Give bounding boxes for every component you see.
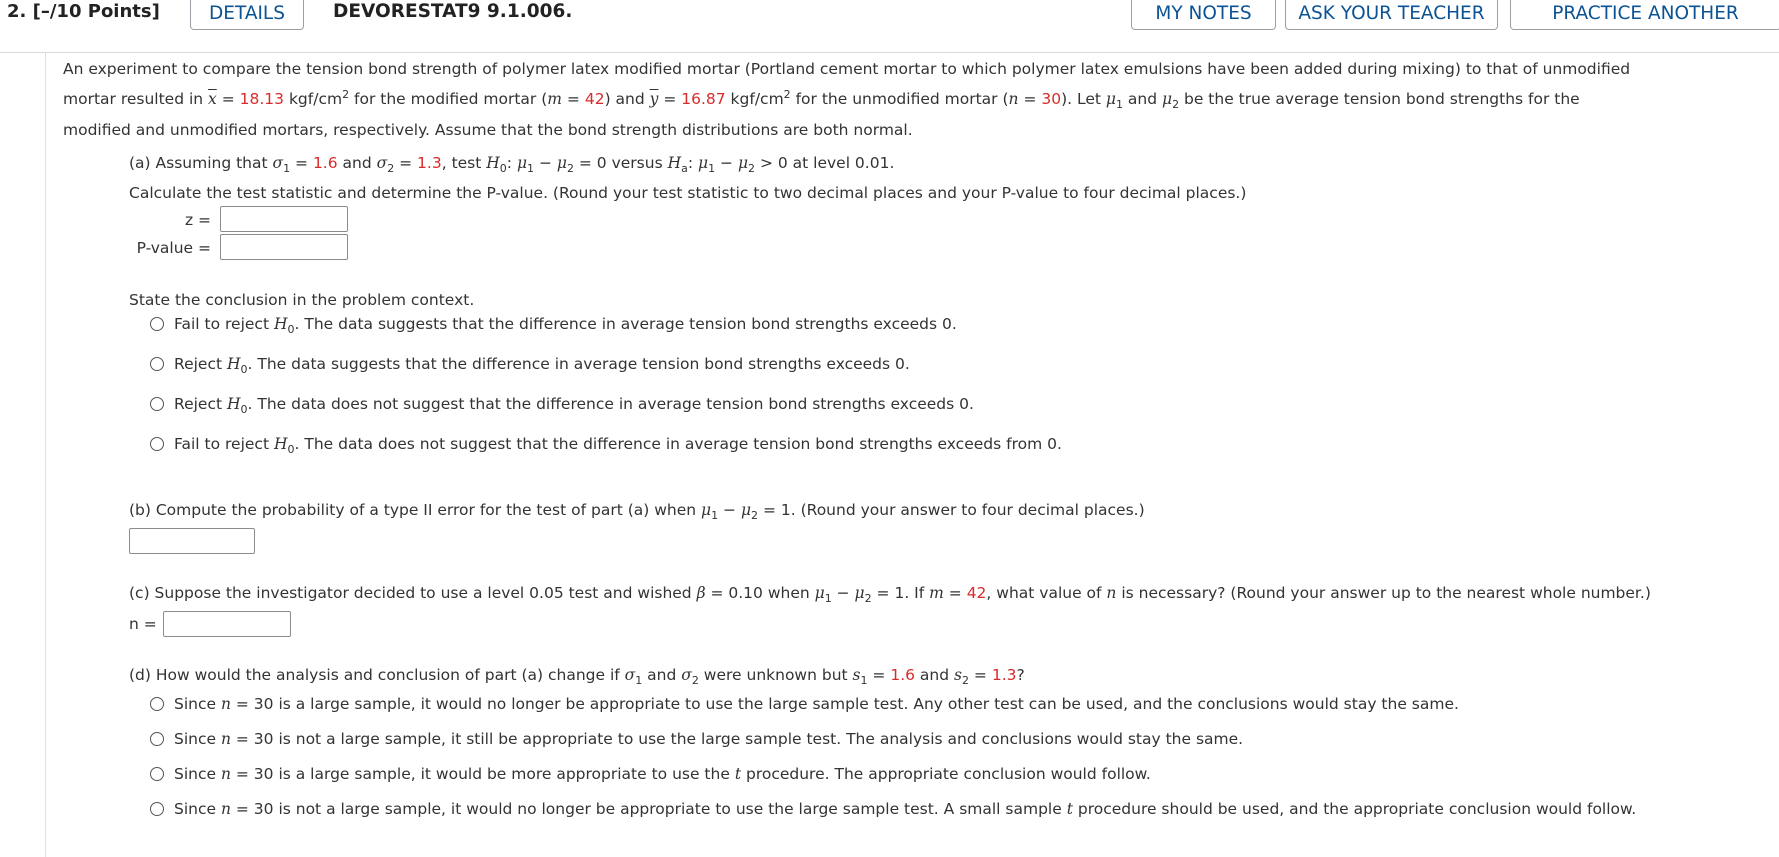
problem-code: DEVORESTAT9 9.1.006.	[333, 1, 573, 22]
ask-teacher-button[interactable]: ASK YOUR TEACHER	[1285, 0, 1498, 30]
part-d-radio-3[interactable]	[150, 767, 164, 781]
my-notes-button[interactable]: MY NOTES	[1131, 0, 1276, 30]
part-a-radio-4[interactable]	[150, 437, 164, 451]
p-value-label: P-value =	[136, 239, 211, 257]
part-b-prompt: (b) Compute the probability of a type II error for the test of part (a) when $\mu_1 - \mu_2 = 1$. (Round your answer to four decimal places.)	[129, 501, 1145, 522]
p-value-input[interactable]	[220, 234, 348, 260]
part-d-option-4: Since n = 30 is not a large sample, it would no longer be appropriate to use the large sample test. A small sample t procedure should be used, and the appropriate conclusion would follow.	[174, 800, 1637, 818]
intro-line-2: mortar resulted in $\overline{x} = 18.13$ kgf/$cm^2$ for the modified mortar (m = 42) and $\overline{y} = 16.87$ kgf/$cm^2$ for the unmodified mortar (n = 30). Let $\mu_1$ and $\mu_2$ be the true average tension bond strengths for the	[63, 88, 1580, 111]
z-label: z =	[184, 211, 211, 229]
n-label: n =	[129, 615, 157, 633]
part-d-radio-2[interactable]	[150, 732, 164, 746]
conclusion-prompt: State the conclusion in the problem context.	[129, 291, 475, 309]
part-c-prompt: (c) Suppose the investigator decided to use a level 0.05 test and wished β = 0.10 when $\mu_1 - \mu_2 = 1$. If m = 42, what value of n is necessary? (Round your answer up to the nearest whole number.)	[129, 584, 1651, 605]
part-a-option-2: Reject $H_0$. The data suggests that the difference in average tension bond strengths exceeds 0.	[174, 355, 910, 376]
part-d-option-1: Since n = 30 is a large sample, it would no longer be appropriate to use the large sample test. Any other test can be used, and the conclusions would stay the same.	[174, 695, 1459, 713]
part-d-radio-1[interactable]	[150, 697, 164, 711]
part-b-input[interactable]	[129, 528, 255, 554]
part-a-option-1: Fail to reject $H_0$. The data suggests that the difference in average tension bond strengths exceeds 0.	[174, 315, 957, 336]
part-a-radio-3[interactable]	[150, 397, 164, 411]
part-d-radio-4[interactable]	[150, 802, 164, 816]
question-number: 2. [–/10 Points]	[7, 1, 160, 22]
part-d-option-3: Since n = 30 is a large sample, it would be more appropriate to use the t procedure. The appropriate conclusion would follow.	[174, 765, 1151, 783]
practice-another-button[interactable]: PRACTICE ANOTHER	[1510, 0, 1779, 30]
z-input[interactable]	[220, 206, 348, 232]
part-a-radio-1[interactable]	[150, 317, 164, 331]
details-button[interactable]: DETAILS	[190, 0, 304, 30]
intro-line-3: modified and unmodified mortars, respectively. Assume that the bond strength distributions are both normal.	[63, 121, 913, 139]
intro-line-1: An experiment to compare the tension bond strength of polymer latex modified mortar (Portland cement mortar to which polymer latex emulsions have been added during mixing) to that of unmodified	[63, 60, 1631, 78]
part-d-prompt: (d) How would the analysis and conclusion of part (a) change if $\sigma_1$ and $\sigma_2$ were unknown but $s_1 = 1.6$ and $s_2 = 1.3$?	[129, 666, 1025, 687]
part-c-input[interactable]	[163, 611, 291, 637]
part-a-option-3: Reject $H_0$. The data does not suggest that the difference in average tension bond strengths exceeds 0.	[174, 395, 974, 416]
part-a-radio-2[interactable]	[150, 357, 164, 371]
part-d-option-2: Since n = 30 is not a large sample, it still be appropriate to use the large sample test. The analysis and conclusions would stay the same.	[174, 730, 1244, 748]
part-a-prompt: (a) Assuming that $\sigma_1 = 1.6$ and $\sigma_2 = 1.3$, test $H_0$: $\mu_1 - \mu_2 = 0$ versus $H_a$: $\mu_1 - \mu_2 > 0$ at level 0.01.	[129, 154, 895, 175]
part-a-option-4: Fail to reject $H_0$. The data does not suggest that the difference in average tension bond strengths exceeds from 0.	[174, 435, 1062, 456]
part-a-instruction: Calculate the test statistic and determine the P-value. (Round your test statistic to two decimal places and your P-value to four decimal places.)	[129, 184, 1247, 202]
